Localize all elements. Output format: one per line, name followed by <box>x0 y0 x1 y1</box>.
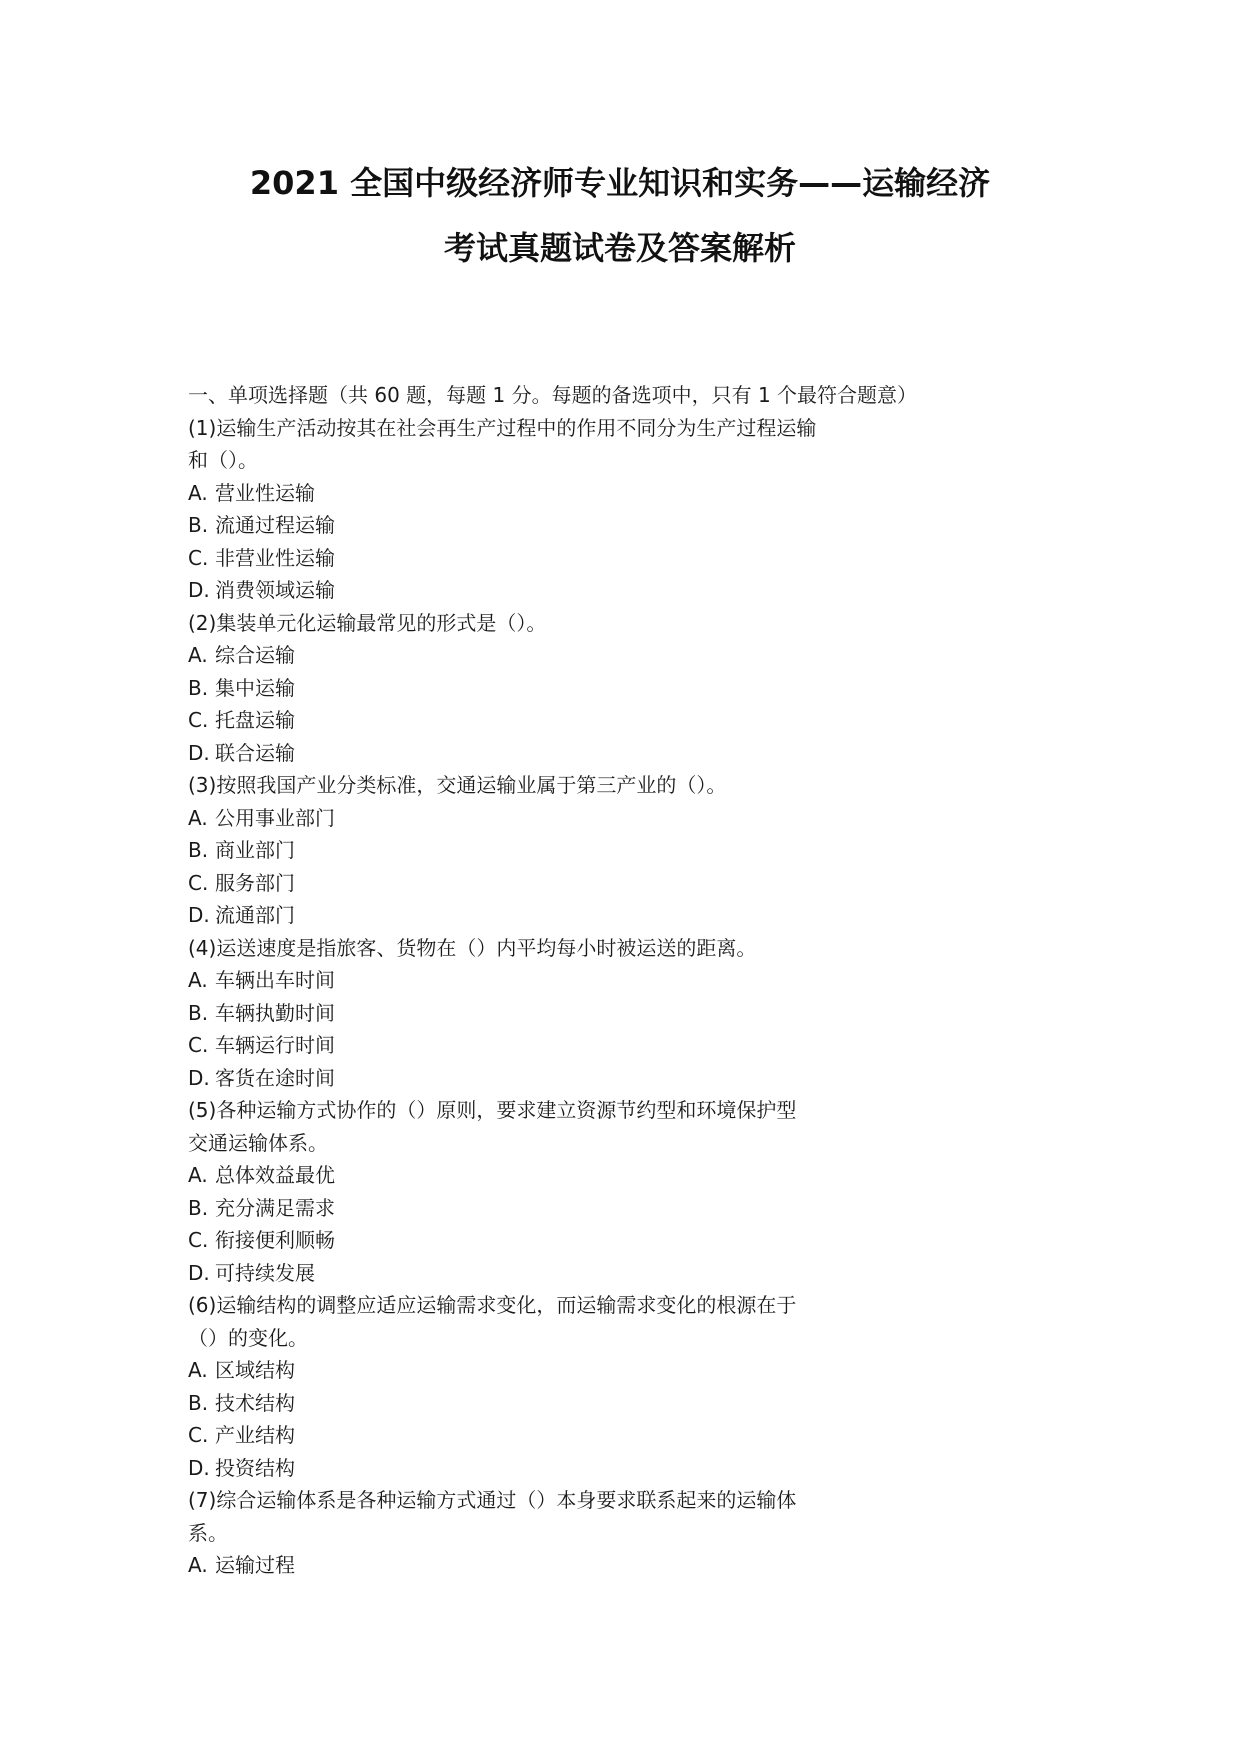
option-text: 车辆执勤时间 <box>215 1000 335 1025</box>
answer-option <box>188 1549 1088 1582</box>
option-text: 非营业性运输 <box>215 545 335 570</box>
option-text: 营业性运输 <box>215 480 315 505</box>
question-stem-line: 系。 <box>188 1520 228 1545</box>
option-text: 运输过程 <box>215 1553 295 1577</box>
question-block <box>188 1484 1088 1582</box>
question-block <box>188 607 1088 770</box>
question-stem-line: （）的变化。 <box>188 1325 308 1350</box>
question-block <box>188 1289 1088 1484</box>
option-text: 客货在途时间 <box>215 1065 335 1090</box>
question-stem-line: (3)按照我国产业分类标准，交通运输业属于第三产业的（）。 <box>188 773 727 797</box>
option-letter: D. <box>188 740 210 765</box>
option-text: 公用事业部门 <box>215 805 335 830</box>
question-block <box>188 412 1088 607</box>
section-heading: 一、单项选择题（共 60 题，每题 1 分。每题的备选项中，只有 1 个最符合题意） <box>188 383 918 407</box>
answer-option <box>188 639 1088 672</box>
answer-option <box>188 997 1088 1030</box>
answer-option <box>188 737 1088 770</box>
option-text: 消费领域运输 <box>215 578 335 602</box>
option-letter: C. <box>188 1228 209 1252</box>
answer-option <box>188 1224 1088 1257</box>
answer-option <box>188 704 1088 737</box>
option-text: 流通过程运输 <box>215 513 335 537</box>
option-text: 商业部门 <box>215 838 295 862</box>
answer-option <box>188 1354 1088 1387</box>
question-stem-line: (4)运送速度是指旅客、货物在（）内平均每小时被运送的距离。 <box>188 935 757 960</box>
answer-option <box>188 574 1088 607</box>
option-letter: D. <box>188 1455 210 1480</box>
answer-option <box>188 542 1088 575</box>
answer-option <box>188 899 1088 932</box>
option-text: 衔接便利顺畅 <box>215 1228 335 1252</box>
question-block <box>188 932 1088 1095</box>
option-letter: A. <box>188 968 208 992</box>
option-letter: B. <box>188 1390 209 1415</box>
answer-option <box>188 1257 1088 1290</box>
option-letter: B. <box>188 1195 209 1220</box>
answer-option <box>188 1387 1088 1420</box>
option-text: 托盘运输 <box>215 708 295 732</box>
answer-option <box>188 1159 1088 1192</box>
option-text: 服务部门 <box>215 870 295 895</box>
answer-option <box>188 1029 1088 1062</box>
answer-option <box>188 672 1088 705</box>
option-letter: A. <box>188 480 208 505</box>
option-text: 总体效益最优 <box>215 1163 335 1187</box>
answer-option <box>188 1192 1088 1225</box>
option-text: 技术结构 <box>215 1390 295 1415</box>
document-body <box>188 379 1088 1582</box>
option-letter: D. <box>188 903 210 927</box>
option-text: 充分满足需求 <box>215 1195 335 1220</box>
option-letter: D. <box>188 1260 210 1285</box>
option-letter: B. <box>188 513 209 537</box>
question-stem-line: (7)综合运输体系是各种运输方式通过（）本身要求联系起来的运输体 <box>188 1488 797 1512</box>
option-letter: C. <box>188 1033 209 1057</box>
option-letter: A. <box>188 643 208 667</box>
option-text: 综合运输 <box>215 643 295 667</box>
answer-option <box>188 1419 1088 1452</box>
option-text: 可持续发展 <box>215 1260 315 1285</box>
option-letter: A. <box>188 1553 208 1577</box>
question-block <box>188 769 1088 932</box>
option-text: 车辆出车时间 <box>215 968 335 992</box>
option-letter: C. <box>188 870 209 895</box>
option-letter: D. <box>188 1065 210 1090</box>
answer-option <box>188 802 1088 835</box>
answer-option <box>188 964 1088 997</box>
option-text: 产业结构 <box>215 1423 295 1447</box>
question-block <box>188 1094 1088 1289</box>
option-text: 联合运输 <box>215 740 295 765</box>
option-letter: C. <box>188 545 209 570</box>
answer-option <box>188 477 1088 510</box>
question-stem-line: (2)集装单元化运输最常见的形式是（）。 <box>188 610 547 635</box>
question-stem-line: (1)运输生产活动按其在社会再生产过程中的作用不同分为生产过程运输 <box>188 415 817 440</box>
question-stem-line: (5)各种运输方式协作的（）原则，要求建立资源节约型和环境保护型 <box>188 1098 797 1122</box>
question-stem-line: 和（）。 <box>188 448 258 472</box>
option-letter: B. <box>188 675 209 700</box>
answer-option <box>188 1062 1088 1095</box>
option-text: 投资结构 <box>215 1455 295 1480</box>
option-text: 集中运输 <box>215 675 295 700</box>
option-text: 车辆运行时间 <box>215 1033 335 1057</box>
answer-option <box>188 1452 1088 1485</box>
option-letter: B. <box>188 1000 209 1025</box>
option-letter: A. <box>188 1163 208 1187</box>
answer-option <box>188 867 1088 900</box>
option-text: 流通部门 <box>215 903 295 927</box>
option-letter: C. <box>188 1423 209 1447</box>
option-letter: C. <box>188 708 209 732</box>
question-list <box>188 412 1088 1582</box>
option-letter: A. <box>188 805 208 830</box>
option-letter: B. <box>188 838 209 862</box>
answer-option <box>188 834 1088 867</box>
question-stem-line: 交通运输体系。 <box>188 1130 328 1155</box>
option-text: 区域结构 <box>215 1358 295 1382</box>
answer-option <box>188 509 1088 542</box>
document-title-line-1: 2021 全国中级经济师专业知识和实务——运输经济 <box>249 164 991 202</box>
document-title-line-2: 考试真题试卷及答案解析 <box>443 229 796 267</box>
option-letter: A. <box>188 1358 208 1382</box>
question-stem-line: (6)运输结构的调整应适应运输需求变化，而运输需求变化的根源在于 <box>188 1293 797 1317</box>
option-letter: D. <box>188 578 210 602</box>
